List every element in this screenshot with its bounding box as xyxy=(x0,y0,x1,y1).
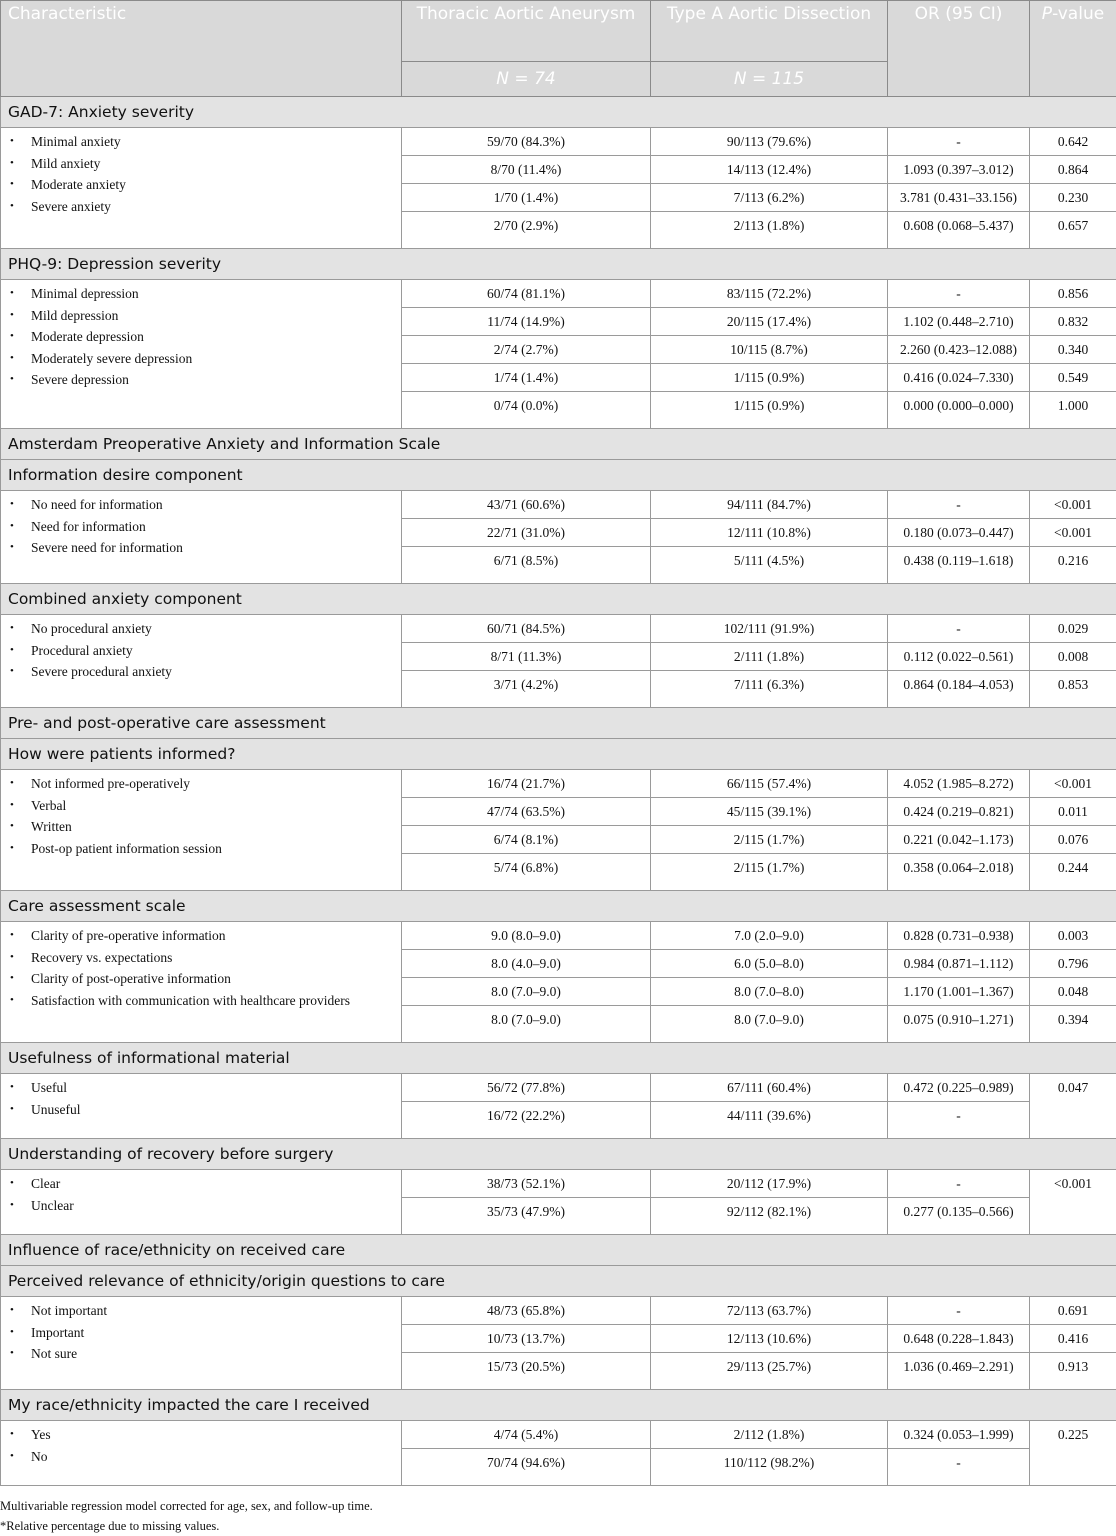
section-title: Understanding of recovery before surgery xyxy=(1,1139,1116,1170)
cell-or: 0.438 (0.119–1.618) xyxy=(888,547,1030,584)
cell-taa: 70/74 (94.6%) xyxy=(402,1449,651,1486)
section-items xyxy=(1,280,402,429)
cell-taad: 94/111 (84.7%) xyxy=(651,491,888,519)
cell-taa: 4/74 (5.4%) xyxy=(402,1421,651,1449)
cell-or: 1.170 (1.001–1.367) xyxy=(888,978,1030,1006)
list-item: • Post-op patient information session xyxy=(7,838,395,860)
cell-taa: 10/73 (13.7%) xyxy=(402,1325,651,1353)
cell-taa: 56/72 (77.8%) xyxy=(402,1074,651,1102)
list-item: • Not informed pre-operatively xyxy=(7,773,395,795)
list-item: • Yes xyxy=(7,1424,395,1446)
header-p-italic: P xyxy=(1041,4,1053,24)
section-header-row xyxy=(1,97,1116,128)
section-title: Pre- and post-operative care assessment xyxy=(1,708,1116,739)
cell-pvalue: 0.416 xyxy=(1030,1325,1116,1353)
cell-taad: 6.0 (5.0–8.0) xyxy=(651,950,888,978)
section-title: Amsterdam Preoperative Anxiety and Information Scale xyxy=(1,429,1116,460)
cell-pvalue: 0.913 xyxy=(1030,1353,1116,1390)
cell-pvalue: 0.340 xyxy=(1030,336,1116,364)
cell-or: 0.416 (0.024–7.330) xyxy=(888,364,1030,392)
cell-or: 0.324 (0.053–1.999) xyxy=(888,1421,1030,1449)
section-title: Influence of race/ethnicity on received care xyxy=(1,1235,1116,1266)
list-item: • Not important xyxy=(7,1300,395,1322)
section-title: Care assessment scale xyxy=(1,891,1116,922)
cell-taad: 7/113 (6.2%) xyxy=(651,184,888,212)
header-n-taad xyxy=(651,62,888,97)
cell-or: 4.052 (1.985–8.272) xyxy=(888,770,1030,798)
cell-or: 3.781 (0.431–33.156) xyxy=(888,184,1030,212)
cell-or: - xyxy=(888,1297,1030,1325)
cell-taad: 7/111 (6.3%) xyxy=(651,671,888,708)
section-header-row xyxy=(1,1139,1116,1170)
cell-taa: 60/71 (84.5%) xyxy=(402,615,651,643)
section-header-row xyxy=(1,739,1116,770)
item-list xyxy=(7,773,395,859)
list-item: • Recovery vs. expectations xyxy=(7,947,395,969)
footnote-missing: *Relative percentage due to missing values. xyxy=(0,1519,220,1533)
cell-or: 1.036 (0.469–2.291) xyxy=(888,1353,1030,1390)
cell-pvalue: 0.225 xyxy=(1030,1421,1116,1486)
cell-or: 0.648 (0.228–1.843) xyxy=(888,1325,1030,1353)
cell-or: - xyxy=(888,491,1030,519)
list-item: • Procedural anxiety xyxy=(7,640,395,662)
cell-or: 0.864 (0.184–4.053) xyxy=(888,671,1030,708)
cell-taad: 12/111 (10.8%) xyxy=(651,519,888,547)
item-list xyxy=(7,494,395,559)
cell-pvalue: 1.000 xyxy=(1030,392,1116,429)
cell-or: 0.180 (0.073–0.447) xyxy=(888,519,1030,547)
section-items xyxy=(1,922,402,1043)
list-item: • Severe need for information xyxy=(7,537,395,559)
list-item: • Satisfaction with communication with healthcare providers xyxy=(7,990,395,1012)
cell-taa: 5/74 (6.8%) xyxy=(402,854,651,891)
section-title: Perceived relevance of ethnicity/origin questions to care xyxy=(1,1266,1116,1297)
cell-taa: 8.0 (4.0–9.0) xyxy=(402,950,651,978)
cell-or: 0.984 (0.871–1.112) xyxy=(888,950,1030,978)
cell-taa: 9.0 (8.0–9.0) xyxy=(402,922,651,950)
list-item: • Moderate depression xyxy=(7,326,395,348)
section-header-row xyxy=(1,429,1116,460)
cell-taa: 6/71 (8.5%) xyxy=(402,547,651,584)
section-header-row xyxy=(1,460,1116,491)
cell-taa: 15/73 (20.5%) xyxy=(402,1353,651,1390)
cell-taa: 6/74 (8.1%) xyxy=(402,826,651,854)
cell-pvalue: 0.029 xyxy=(1030,615,1116,643)
list-item: • Minimal anxiety xyxy=(7,131,395,153)
list-item: • Need for information xyxy=(7,516,395,538)
section-title: PHQ-9: Depression severity xyxy=(1,249,1116,280)
cell-taad: 66/115 (57.4%) xyxy=(651,770,888,798)
table-row xyxy=(1,280,1116,308)
cell-pvalue: 0.657 xyxy=(1030,212,1116,249)
cell-taa: 16/74 (21.7%) xyxy=(402,770,651,798)
header-taa: Thoracic Aortic Aneurysm xyxy=(402,1,651,62)
header-or: OR (95 CI) xyxy=(888,1,1030,97)
section-title: Usefulness of informational material xyxy=(1,1043,1116,1074)
cell-taa: 59/70 (84.3%) xyxy=(402,128,651,156)
cell-taa: 22/71 (31.0%) xyxy=(402,519,651,547)
cell-or: - xyxy=(888,615,1030,643)
cell-taad: 2/111 (1.8%) xyxy=(651,643,888,671)
section-title: How were patients informed? xyxy=(1,739,1116,770)
table-row xyxy=(1,128,1116,156)
item-list xyxy=(7,1424,395,1467)
cell-taad: 72/113 (63.7%) xyxy=(651,1297,888,1325)
cell-taad: 45/115 (39.1%) xyxy=(651,798,888,826)
cell-taad: 20/115 (17.4%) xyxy=(651,308,888,336)
list-item: • No xyxy=(7,1446,395,1468)
cell-or: 1.102 (0.448–2.710) xyxy=(888,308,1030,336)
cell-taad: 1/115 (0.9%) xyxy=(651,364,888,392)
list-item: • Clear xyxy=(7,1173,395,1195)
n-taa-value: N = 74 xyxy=(496,69,556,89)
footnotes xyxy=(0,1496,373,1536)
cell-or: 0.112 (0.022–0.561) xyxy=(888,643,1030,671)
list-item: • Mild anxiety xyxy=(7,153,395,175)
cell-taad: 44/111 (39.6%) xyxy=(651,1102,888,1139)
cell-or: 0.000 (0.000–0.000) xyxy=(888,392,1030,429)
section-items xyxy=(1,491,402,584)
cell-pvalue: 0.394 xyxy=(1030,1006,1116,1043)
cell-taad: 90/113 (79.6%) xyxy=(651,128,888,156)
table-row xyxy=(1,491,1116,519)
section-header-row xyxy=(1,249,1116,280)
cell-pvalue: 0.008 xyxy=(1030,643,1116,671)
cell-pvalue: <0.001 xyxy=(1030,519,1116,547)
table-row xyxy=(1,922,1116,950)
list-item: • No procedural anxiety xyxy=(7,618,395,640)
cell-or: 0.277 (0.135–0.566) xyxy=(888,1198,1030,1235)
cell-pvalue: <0.001 xyxy=(1030,1170,1116,1235)
list-item: • Useful xyxy=(7,1077,395,1099)
cell-pvalue: 0.216 xyxy=(1030,547,1116,584)
header-p-rest: -value xyxy=(1052,4,1105,24)
list-item: • Moderately severe depression xyxy=(7,348,395,370)
section-header-row xyxy=(1,1235,1116,1266)
table-body xyxy=(1,97,1116,1486)
cell-taa: 1/70 (1.4%) xyxy=(402,184,651,212)
table-row xyxy=(1,1297,1116,1325)
cell-taad: 2/115 (1.7%) xyxy=(651,854,888,891)
cell-or: 0.358 (0.064–2.018) xyxy=(888,854,1030,891)
cell-taa: 1/74 (1.4%) xyxy=(402,364,651,392)
list-item: • Moderate anxiety xyxy=(7,174,395,196)
cell-taad: 110/112 (98.2%) xyxy=(651,1449,888,1486)
cell-taad: 83/115 (72.2%) xyxy=(651,280,888,308)
cell-pvalue: 0.011 xyxy=(1030,798,1116,826)
item-list xyxy=(7,283,395,391)
section-header-row xyxy=(1,708,1116,739)
section-items xyxy=(1,1421,402,1486)
n-taad-value: N = 115 xyxy=(733,69,805,89)
list-item: • Clarity of pre-operative information xyxy=(7,925,395,947)
cell-taad: 10/115 (8.7%) xyxy=(651,336,888,364)
list-item: • Unclear xyxy=(7,1195,395,1217)
header-n-taa xyxy=(402,62,651,97)
cell-taad: 12/113 (10.6%) xyxy=(651,1325,888,1353)
cell-taa: 8/70 (11.4%) xyxy=(402,156,651,184)
cell-or: 0.075 (0.910–1.271) xyxy=(888,1006,1030,1043)
cell-pvalue: 0.796 xyxy=(1030,950,1116,978)
cell-pvalue: 0.244 xyxy=(1030,854,1116,891)
cell-or: - xyxy=(888,280,1030,308)
item-list xyxy=(7,618,395,683)
cell-or: - xyxy=(888,1102,1030,1139)
cell-taa: 8/71 (11.3%) xyxy=(402,643,651,671)
cell-pvalue: <0.001 xyxy=(1030,491,1116,519)
cell-taad: 102/111 (91.9%) xyxy=(651,615,888,643)
cell-pvalue: 0.864 xyxy=(1030,156,1116,184)
cell-or: 2.260 (0.423–12.088) xyxy=(888,336,1030,364)
cell-taad: 2/115 (1.7%) xyxy=(651,826,888,854)
cell-taad: 92/112 (82.1%) xyxy=(651,1198,888,1235)
cell-or: 0.472 (0.225–0.989) xyxy=(888,1074,1030,1102)
cell-taa: 47/74 (63.5%) xyxy=(402,798,651,826)
item-list xyxy=(7,1173,395,1216)
section-header-row xyxy=(1,1266,1116,1297)
cell-taad: 2/113 (1.8%) xyxy=(651,212,888,249)
cell-taa: 38/73 (52.1%) xyxy=(402,1170,651,1198)
cell-taa: 8.0 (7.0–9.0) xyxy=(402,1006,651,1043)
cell-or: 0.221 (0.042–1.173) xyxy=(888,826,1030,854)
cell-pvalue: 0.047 xyxy=(1030,1074,1116,1139)
footnote-model: Multivariable regression model corrected for age, sex, and follow-up time. xyxy=(0,1499,373,1513)
cell-taad: 1/115 (0.9%) xyxy=(651,392,888,429)
item-list xyxy=(7,925,395,1011)
section-title: Combined anxiety component xyxy=(1,584,1116,615)
list-item: • No need for information xyxy=(7,494,395,516)
table-row xyxy=(1,770,1116,798)
cell-or: 0.828 (0.731–0.938) xyxy=(888,922,1030,950)
cell-or: - xyxy=(888,128,1030,156)
section-title: Information desire component xyxy=(1,460,1116,491)
cell-taa: 48/73 (65.8%) xyxy=(402,1297,651,1325)
cell-pvalue: 0.832 xyxy=(1030,308,1116,336)
section-items xyxy=(1,770,402,891)
item-list xyxy=(7,1077,395,1120)
cell-taa: 16/72 (22.2%) xyxy=(402,1102,651,1139)
section-items xyxy=(1,615,402,708)
section-items xyxy=(1,1074,402,1139)
cell-taa: 2/70 (2.9%) xyxy=(402,212,651,249)
header-characteristic: Characteristic xyxy=(1,1,402,97)
list-item: • Mild depression xyxy=(7,305,395,327)
cell-pvalue: 0.076 xyxy=(1030,826,1116,854)
cell-pvalue: 0.853 xyxy=(1030,671,1116,708)
cell-taa: 43/71 (60.6%) xyxy=(402,491,651,519)
section-header-row xyxy=(1,1043,1116,1074)
cell-taad: 7.0 (2.0–9.0) xyxy=(651,922,888,950)
section-header-row xyxy=(1,1390,1116,1421)
cell-pvalue: 0.549 xyxy=(1030,364,1116,392)
cell-taad: 20/112 (17.9%) xyxy=(651,1170,888,1198)
cell-taa: 60/74 (81.1%) xyxy=(402,280,651,308)
cell-taa: 2/74 (2.7%) xyxy=(402,336,651,364)
cell-pvalue: 0.048 xyxy=(1030,978,1116,1006)
cell-taa: 0/74 (0.0%) xyxy=(402,392,651,429)
list-item: • Severe procedural anxiety xyxy=(7,661,395,683)
cell-or: 0.424 (0.219–0.821) xyxy=(888,798,1030,826)
section-header-row xyxy=(1,584,1116,615)
list-item: • Severe depression xyxy=(7,369,395,391)
table-header xyxy=(1,1,1116,97)
table-row xyxy=(1,1074,1116,1102)
cell-pvalue: 0.642 xyxy=(1030,128,1116,156)
list-item: • Verbal xyxy=(7,795,395,817)
table-row xyxy=(1,615,1116,643)
list-item: • Important xyxy=(7,1322,395,1344)
table-row xyxy=(1,1170,1116,1198)
cell-or: - xyxy=(888,1170,1030,1198)
cell-pvalue: 0.691 xyxy=(1030,1297,1116,1325)
cell-taad: 29/113 (25.7%) xyxy=(651,1353,888,1390)
list-item: • Not sure xyxy=(7,1343,395,1365)
cell-pvalue: 0.230 xyxy=(1030,184,1116,212)
cell-pvalue: <0.001 xyxy=(1030,770,1116,798)
section-title: My race/ethnicity impacted the care I received xyxy=(1,1390,1116,1421)
cell-taad: 8.0 (7.0–9.0) xyxy=(651,1006,888,1043)
cell-taad: 14/113 (12.4%) xyxy=(651,156,888,184)
section-items xyxy=(1,1170,402,1235)
cell-taa: 35/73 (47.9%) xyxy=(402,1198,651,1235)
cell-or: 1.093 (0.397–3.012) xyxy=(888,156,1030,184)
item-list xyxy=(7,1300,395,1365)
section-header-row xyxy=(1,891,1116,922)
cell-taad: 8.0 (7.0–8.0) xyxy=(651,978,888,1006)
cell-taa: 11/74 (14.9%) xyxy=(402,308,651,336)
list-item: • Minimal depression xyxy=(7,283,395,305)
cell-taad: 67/111 (60.4%) xyxy=(651,1074,888,1102)
section-title: GAD-7: Anxiety severity xyxy=(1,97,1116,128)
header-taad: Type A Aortic Dissection xyxy=(651,1,888,62)
header-pvalue xyxy=(1030,1,1116,97)
cell-pvalue: 0.856 xyxy=(1030,280,1116,308)
list-item: • Written xyxy=(7,816,395,838)
cell-taad: 2/112 (1.8%) xyxy=(651,1421,888,1449)
cell-or: - xyxy=(888,1449,1030,1486)
section-items xyxy=(1,1297,402,1390)
list-item: • Unuseful xyxy=(7,1099,395,1121)
section-items xyxy=(1,128,402,249)
cell-pvalue: 0.003 xyxy=(1030,922,1116,950)
table-row xyxy=(1,1421,1116,1449)
item-list xyxy=(7,131,395,217)
cell-or: 0.608 (0.068–5.437) xyxy=(888,212,1030,249)
cell-taa: 8.0 (7.0–9.0) xyxy=(402,978,651,1006)
list-item: • Clarity of post-operative information xyxy=(7,968,395,990)
list-item: • Severe anxiety xyxy=(7,196,395,218)
cell-taad: 5/111 (4.5%) xyxy=(651,547,888,584)
cell-taa: 3/71 (4.2%) xyxy=(402,671,651,708)
